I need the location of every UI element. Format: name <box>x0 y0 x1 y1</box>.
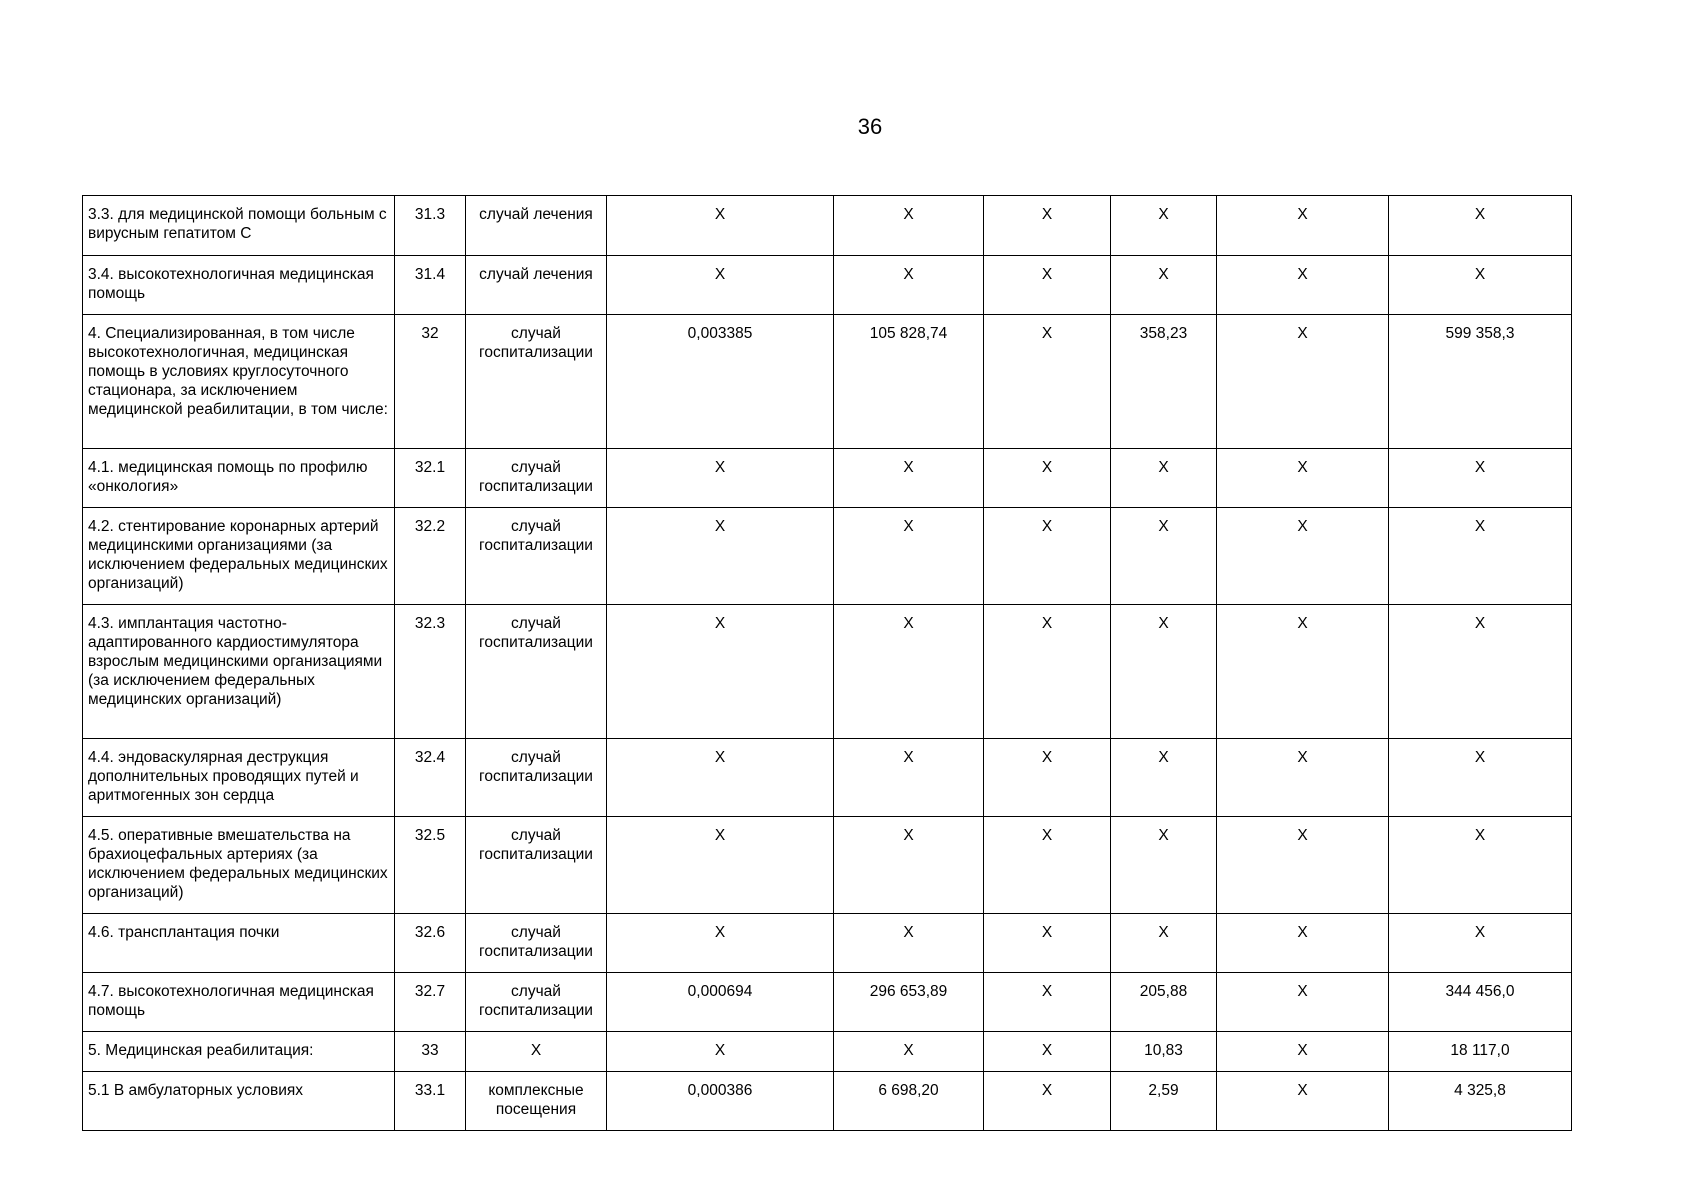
row-value-cell: 0,000386 <box>607 1072 834 1131</box>
row-value-cell: Х <box>1389 605 1572 739</box>
row-value-cell: 599 358,3 <box>1389 315 1572 449</box>
row-name-cell: 4.1. медицинская помощь по профилю «онкология» <box>83 449 395 508</box>
row-value-cell: Х <box>984 256 1111 315</box>
row-value-cell: 6 698,20 <box>834 1072 984 1131</box>
row-value-cell: Х <box>1389 196 1572 256</box>
row-value-cell: Х <box>1111 196 1217 256</box>
row-value-cell: Х <box>834 508 984 605</box>
row-value-cell: Х <box>1389 256 1572 315</box>
row-value-cell: Х <box>1389 449 1572 508</box>
row-value-cell: Х <box>1389 914 1572 973</box>
table-row <box>83 256 1572 315</box>
row-value-cell: Х <box>607 196 834 256</box>
row-value-cell: Х <box>834 1032 984 1072</box>
row-value-cell: 18 117,0 <box>1389 1032 1572 1072</box>
table-row <box>83 508 1572 605</box>
row-value-cell: Х <box>1111 739 1217 817</box>
row-value-cell: Х <box>834 739 984 817</box>
row-value-cell: Х <box>1111 256 1217 315</box>
row-unit-cell: случай госпитализации <box>466 605 607 739</box>
row-unit-cell: случай госпитализации <box>466 817 607 914</box>
row-unit-cell: случай лечения <box>466 196 607 256</box>
row-name-cell: 4.7. высокотехнологичная медицинская помощь <box>83 973 395 1032</box>
table-row <box>83 739 1572 817</box>
table-row <box>83 914 1572 973</box>
data-table <box>82 195 1572 1131</box>
row-value-cell: 0,003385 <box>607 315 834 449</box>
table-row <box>83 449 1572 508</box>
row-value-cell: 205,88 <box>1111 973 1217 1032</box>
row-value-cell: Х <box>984 605 1111 739</box>
row-name-cell: 3.4. высокотехнологичная медицинская помощь <box>83 256 395 315</box>
row-value-cell: 4 325,8 <box>1389 1072 1572 1131</box>
row-value-cell: Х <box>984 914 1111 973</box>
table-row <box>83 1032 1572 1072</box>
row-name-cell: 4.2. стентирование коронарных артерий медицинскими организациями (за исключением федеральных медицинских организаций) <box>83 508 395 605</box>
row-value-cell: Х <box>984 508 1111 605</box>
row-code-cell: 32.1 <box>395 449 466 508</box>
row-value-cell: 0,000694 <box>607 973 834 1032</box>
row-value-cell: Х <box>1217 449 1389 508</box>
row-value-cell: Х <box>1217 1032 1389 1072</box>
table-row <box>83 1072 1572 1131</box>
row-value-cell: Х <box>834 817 984 914</box>
row-name-cell: 5. Медицинская реабилитация: <box>83 1032 395 1072</box>
row-value-cell: Х <box>607 449 834 508</box>
row-value-cell: Х <box>607 739 834 817</box>
row-value-cell: Х <box>984 973 1111 1032</box>
row-value-cell: Х <box>1217 973 1389 1032</box>
row-value-cell: Х <box>1389 739 1572 817</box>
row-value-cell: Х <box>984 1072 1111 1131</box>
row-value-cell: Х <box>1217 508 1389 605</box>
row-value-cell: Х <box>834 449 984 508</box>
row-value-cell: Х <box>1111 449 1217 508</box>
row-name-cell: 4.3. имплантация частотно-адаптированного кардиостимулятора взрослым медицинскими организациями (за исключением федеральных медицинских организаций) <box>83 605 395 739</box>
row-code-cell: 31.3 <box>395 196 466 256</box>
table-row <box>83 196 1572 256</box>
table-body <box>83 196 1572 1131</box>
row-name-cell: 3.3. для медицинской помощи больным с вирусным гепатитом С <box>83 196 395 256</box>
row-code-cell: 32.7 <box>395 973 466 1032</box>
row-code-cell: 32.6 <box>395 914 466 973</box>
row-value-cell: Х <box>984 739 1111 817</box>
row-value-cell: Х <box>1217 315 1389 449</box>
row-value-cell: Х <box>984 817 1111 914</box>
row-value-cell: Х <box>1111 605 1217 739</box>
table-row <box>83 605 1572 739</box>
table-row <box>83 973 1572 1032</box>
row-value-cell: Х <box>1389 508 1572 605</box>
table-row <box>83 817 1572 914</box>
row-value-cell: Х <box>1111 508 1217 605</box>
row-unit-cell: случай госпитализации <box>466 739 607 817</box>
row-name-cell: 4.4. эндоваскулярная деструкция дополнительных проводящих путей и аритмогенных зон сердца <box>83 739 395 817</box>
row-name-cell: 4.5. оперативные вмешательства на брахиоцефальных артериях (за исключением федеральных медицинских организаций) <box>83 817 395 914</box>
row-unit-cell: комплексные посещения <box>466 1072 607 1131</box>
row-code-cell: 33 <box>395 1032 466 1072</box>
row-value-cell: Х <box>834 196 984 256</box>
row-value-cell: 2,59 <box>1111 1072 1217 1131</box>
row-value-cell: Х <box>984 315 1111 449</box>
row-code-cell: 32.3 <box>395 605 466 739</box>
row-value-cell: Х <box>1111 817 1217 914</box>
row-value-cell: 344 456,0 <box>1389 973 1572 1032</box>
row-unit-cell: случай госпитализации <box>466 508 607 605</box>
row-value-cell: Х <box>984 449 1111 508</box>
row-value-cell: Х <box>834 256 984 315</box>
row-unit-cell: случай госпитализации <box>466 914 607 973</box>
row-value-cell: Х <box>607 508 834 605</box>
row-name-cell: 4.6. трансплантация почки <box>83 914 395 973</box>
row-code-cell: 33.1 <box>395 1072 466 1131</box>
row-value-cell: Х <box>834 914 984 973</box>
row-code-cell: 31.4 <box>395 256 466 315</box>
row-code-cell: 32.2 <box>395 508 466 605</box>
row-value-cell: Х <box>1217 256 1389 315</box>
row-value-cell: Х <box>607 817 834 914</box>
row-value-cell: Х <box>984 196 1111 256</box>
row-unit-cell: Х <box>466 1032 607 1072</box>
row-value-cell: 296 653,89 <box>834 973 984 1032</box>
row-unit-cell: случай госпитализации <box>466 315 607 449</box>
row-unit-cell: случай госпитализации <box>466 973 607 1032</box>
row-value-cell: Х <box>1217 1072 1389 1131</box>
row-value-cell: 105 828,74 <box>834 315 984 449</box>
page-number: 36 <box>857 114 883 139</box>
row-value-cell: Х <box>984 1032 1111 1072</box>
row-value-cell: Х <box>1389 817 1572 914</box>
row-value-cell: Х <box>607 914 834 973</box>
row-name-cell: 5.1 В амбулаторных условиях <box>83 1072 395 1131</box>
row-code-cell: 32.5 <box>395 817 466 914</box>
row-name-cell: 4. Специализированная, в том числе высокотехнологичная, медицинская помощь в условиях круглосуточного стационара, за исключением медицинской реабилитации, в том числе: <box>83 315 395 449</box>
row-value-cell: Х <box>607 1032 834 1072</box>
row-value-cell: 10,83 <box>1111 1032 1217 1072</box>
row-code-cell: 32 <box>395 315 466 449</box>
row-value-cell: Х <box>607 256 834 315</box>
table-row <box>83 315 1572 449</box>
row-unit-cell: случай госпитализации <box>466 449 607 508</box>
row-value-cell: Х <box>1111 914 1217 973</box>
row-unit-cell: случай лечения <box>466 256 607 315</box>
row-value-cell: 358,23 <box>1111 315 1217 449</box>
row-value-cell: Х <box>1217 914 1389 973</box>
row-value-cell: Х <box>1217 739 1389 817</box>
row-value-cell: Х <box>1217 196 1389 256</box>
row-value-cell: Х <box>834 605 984 739</box>
row-value-cell: Х <box>607 605 834 739</box>
row-code-cell: 32.4 <box>395 739 466 817</box>
row-value-cell: Х <box>1217 605 1389 739</box>
row-value-cell: Х <box>1217 817 1389 914</box>
